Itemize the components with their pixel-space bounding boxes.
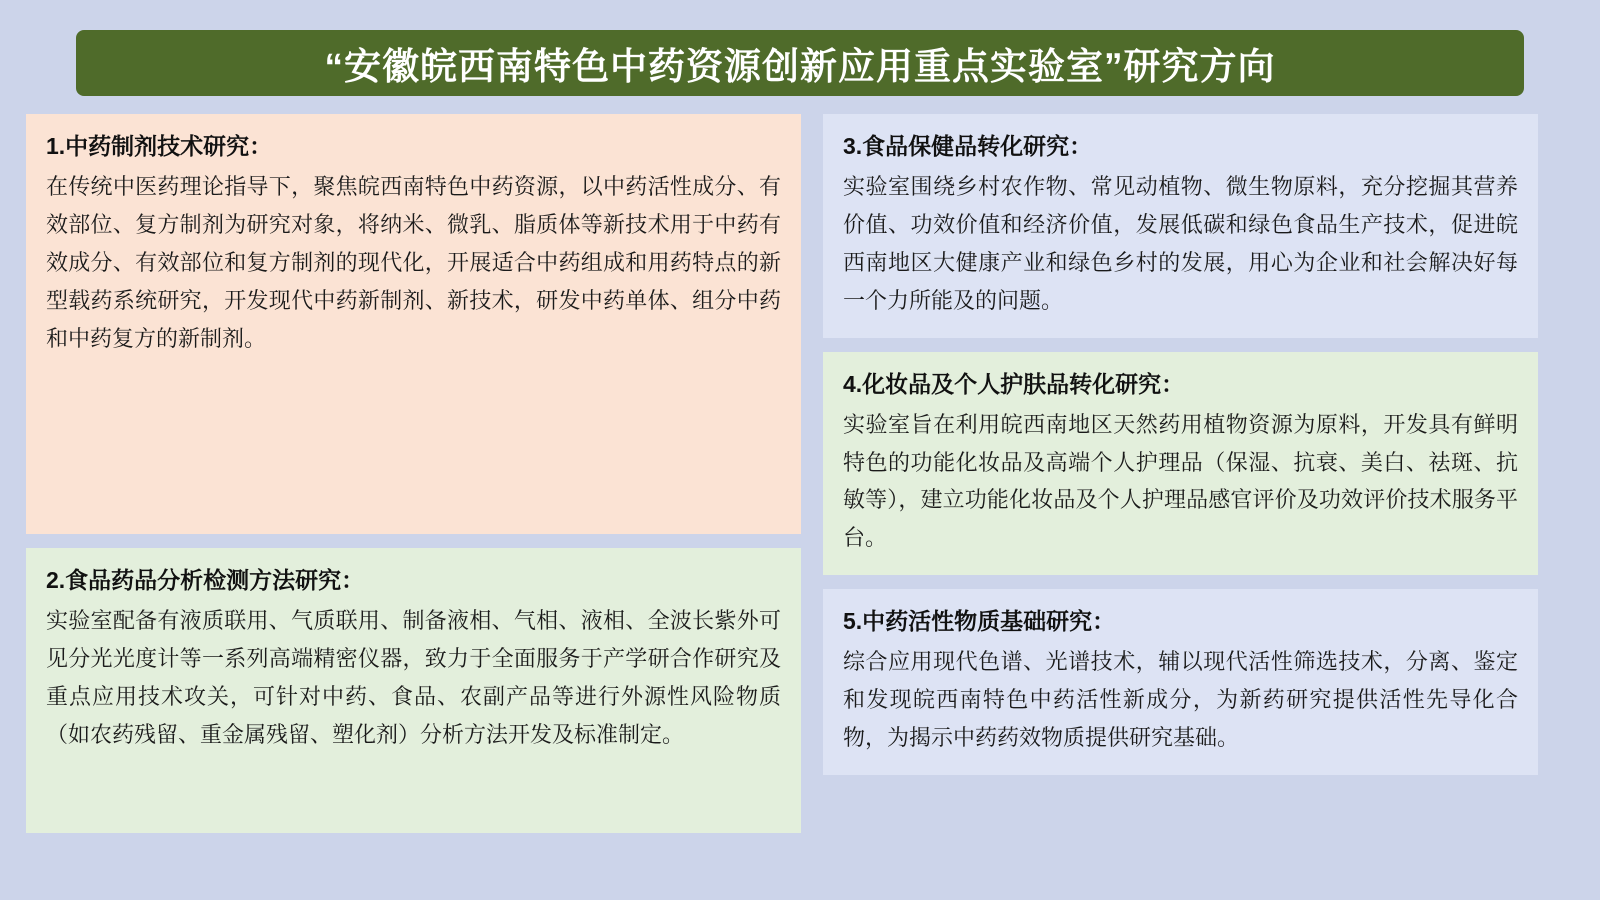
card-food-health-products-transformation [823, 114, 1538, 338]
card-title: 4.化妆品及个人护肤品转化研究： [843, 370, 1185, 397]
page-title: “安徽皖西南特色中药资源创新应用重点实验室”研究方向 [324, 46, 1276, 87]
card-title: 1.中药制剂技术研究： [46, 133, 273, 159]
card-title: 3.食品保健品转化研究： [843, 133, 1093, 159]
card-body: 实验室配备有液质联用、气质联用、制备液相、气相、液相、全波长紫外可见分光光度计等一系列高端精密仪器，致力于全面服务于产学研合作研究及重点应用技术攻关，可针对中药、食品、农副产品等进行外源性风险物质（如农药残留、重金属残留、塑化剂）分析方法开发及标准制定。 [46, 608, 781, 747]
left-column [26, 114, 801, 833]
card-food-drug-analysis-methods [26, 548, 801, 833]
card-body: 实验室围绕乡村农作物、常见动植物、微生物原料，充分挖掘其营养价值、功效价值和经济价值，发展低碳和绿色食品生产技术，促进皖西南地区大健康产业和绿色乡村的发展，用心为企业和社会解决好每一个力所能及的问题。 [843, 174, 1518, 313]
card-tcm-preparation-technology [26, 114, 801, 534]
content-columns [26, 114, 1574, 833]
card-body: 实验室旨在利用皖西南地区天然药用植物资源为原料，开发具有鲜明特色的功能化妆品及高端个人护理品（保湿、抗衰、美白、祛斑、抗敏等），建立功能化妆品及个人护理品感官评价及功效评价技术服务平台。 [843, 411, 1518, 551]
card-title: 5.中药活性物质基础研究： [843, 608, 1116, 634]
card-cosmetics-skincare-transformation [823, 352, 1538, 576]
right-column [823, 114, 1538, 775]
card-body: 综合应用现代色谱、光谱技术，辅以现代活性筛选技术，分离、鉴定和发现皖西南特色中药活性新成分，为新药研究提供活性先导化合物，为揭示中药药效物质提供研究基础。 [843, 649, 1518, 750]
card-title: 2.食品药品分析检测方法研究： [46, 567, 365, 593]
card-tcm-active-substance-basic-research [823, 589, 1538, 775]
card-body: 在传统中医药理论指导下，聚焦皖西南特色中药资源，以中药活性成分、有效部位、复方制剂为研究对象，将纳米、微乳、脂质体等新技术用于中药有效成分、有效部位和复方制剂的现代化，开展适合中药组成和用药特点的新型载药系统研究，开发现代中药新制剂、新技术，研发中药单体、组分中药和中药复方的新制剂。 [46, 174, 781, 351]
page-title-bar [76, 30, 1524, 96]
